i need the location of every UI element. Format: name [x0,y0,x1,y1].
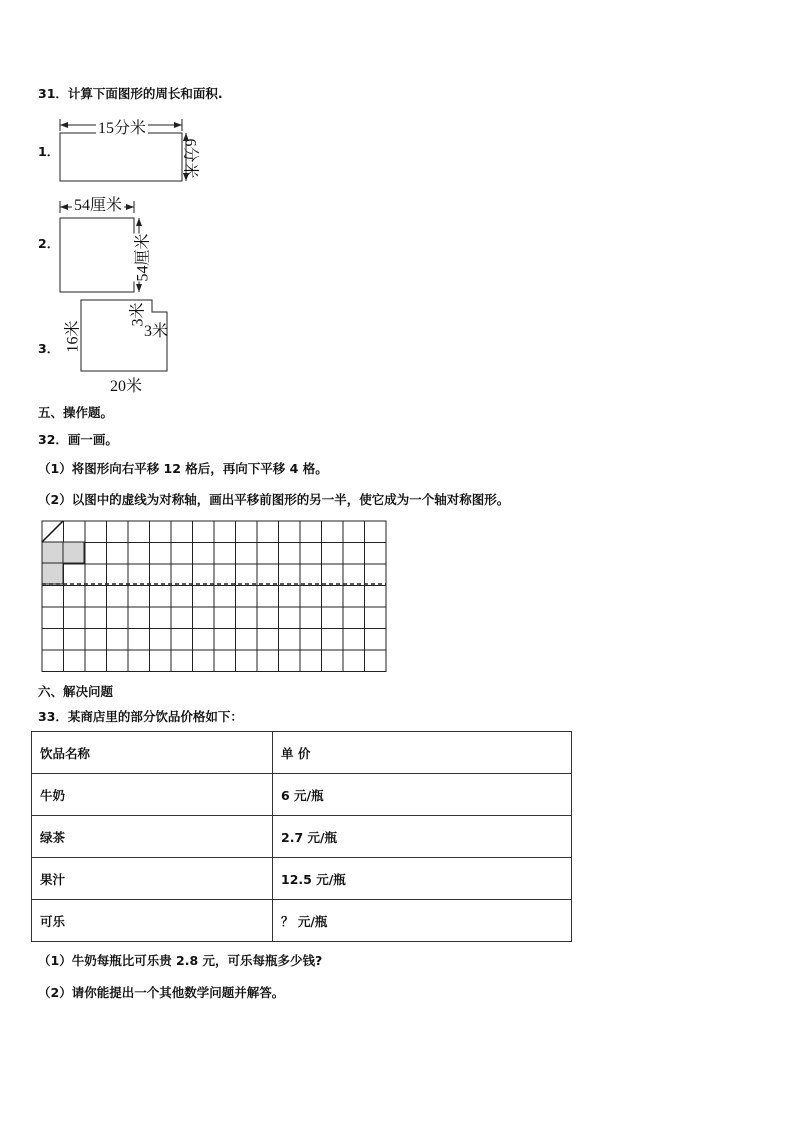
grid-cell [85,607,107,629]
grid-cell [257,521,279,543]
grid-cell [85,564,107,586]
grid-cell [365,543,387,565]
grid-cell [257,543,279,565]
grid-cell [42,586,64,608]
q31-title: 31．计算下面图形的周长和面积. [38,86,223,101]
grid-cell [64,607,86,629]
table-row [32,858,572,900]
fig2-width-label: 54厘米 [72,192,124,215]
grid-cell [236,586,258,608]
grid-cell [128,586,150,608]
drink-price: 12.5 元/瓶 [273,858,572,900]
grid-cell [107,607,129,629]
grid-cell [257,607,279,629]
grid-cell [214,586,236,608]
header-drink-name: 饮品名称 [32,732,273,774]
grid-cell [128,543,150,565]
grid-cells [42,521,386,672]
grid-cell [171,607,193,629]
grid-cell [300,586,322,608]
grid-cell [257,586,279,608]
fig1-label: 1． [38,144,60,159]
grid-cell [257,650,279,672]
grid-cell [343,586,365,608]
drink-price: 2.7 元/瓶 [273,816,572,858]
grid-cell [236,564,258,586]
grid-cell [343,650,365,672]
q33-item2: （2）请你能提出一个其他数学问题并解答。 [38,985,285,1000]
grid-cell [257,629,279,651]
grid-cell [279,650,301,672]
grid-cell [365,564,387,586]
grid-cell [107,521,129,543]
grid-cell [343,629,365,651]
grid-cell [236,521,258,543]
grid-cell [257,564,279,586]
grid-cell [365,521,387,543]
grid-cell [171,650,193,672]
grid-cell [279,521,301,543]
shaded-cell-2 [63,542,84,563]
fig3-notch-vertical-label: 3米 [129,302,147,327]
drink-name: 可乐 [32,900,273,942]
fig3-bottom-label: 20米 [110,378,143,395]
grid-cell [343,543,365,565]
grid-cell [64,564,86,586]
grid-cell [322,521,344,543]
grid-cell [150,543,172,565]
grid-cell [322,586,344,608]
grid-cell [128,629,150,651]
grid-cell [193,564,215,586]
grid-cell [322,607,344,629]
grid-cell [107,564,129,586]
price-table [31,731,572,942]
grid-cell [322,629,344,651]
grid-cell [322,543,344,565]
grid-cell [300,629,322,651]
grid-cell [128,564,150,586]
grid-cell [193,650,215,672]
grid-cell [171,629,193,651]
table-row [32,774,572,816]
drink-price: 6 元/瓶 [273,774,572,816]
grid-cell [128,521,150,543]
section6-heading: 六、解决问题 [38,684,114,699]
drink-name: 果汁 [32,858,273,900]
grid-cell [171,543,193,565]
fig3-notch-horizontal-label: 3米 [144,323,169,340]
drink-name: 牛奶 [32,774,273,816]
grid-cell [171,564,193,586]
grid-cell [300,607,322,629]
grid-cell [300,521,322,543]
table-header-row [32,732,572,774]
q33-title: 33．某商店里的部分饮品价格如下： [38,709,243,724]
grid-cell [171,586,193,608]
header-unit-price: 单 价 [273,732,572,774]
grid-cell [279,543,301,565]
grid-cell [300,650,322,672]
grid-cell [64,521,86,543]
grid-cell [42,607,64,629]
fig1-width-label: 15分米 [96,115,148,138]
grid-cell [193,521,215,543]
grid-cell [85,543,107,565]
grid-cell [128,607,150,629]
section5-heading: 五、操作题。 [38,405,114,420]
grid-cell [150,629,172,651]
grid-cell [214,629,236,651]
grid-cell [64,586,86,608]
shaded-cell-1 [42,542,63,563]
grid-cell [300,543,322,565]
shape-diagonal [42,521,63,542]
grid-cell [107,650,129,672]
grid-cell [64,629,86,651]
grid-cell [279,629,301,651]
grid-cell [214,564,236,586]
grid-cell [193,543,215,565]
grid-cell [193,629,215,651]
grid-cell [150,586,172,608]
shaded-cell-3 [42,563,63,584]
grid-cell [193,586,215,608]
grid-cell [279,564,301,586]
fig2-height-label: 54厘米 [130,233,153,281]
fig3-height-label: 16米 [64,320,82,353]
grid-cell [85,650,107,672]
grid-cell [279,586,301,608]
grid-cell [236,607,258,629]
grid-cell [42,629,64,651]
q32-title: 32．画一画。 [38,432,118,447]
grid-cell [236,650,258,672]
table-row [32,816,572,858]
q33-item1: （1）牛奶每瓶比可乐贵 2.8 元，可乐每瓶多少钱? [38,953,323,968]
grid-cell [42,650,64,672]
grid-cell [128,650,150,672]
grid-cell [214,543,236,565]
q32-item1: （1）将图形向右平移 12 格后，再向下平移 4 格。 [38,461,328,476]
grid-cell [85,586,107,608]
grid-cell [365,607,387,629]
grid-cell [171,521,193,543]
grid-cell [214,650,236,672]
grid-cell [300,564,322,586]
grid-cell [85,521,107,543]
table-row [32,900,572,942]
fig1-height-label: 6分米 [181,138,199,179]
grid-cell [236,543,258,565]
grid-cell [279,607,301,629]
grid-cell [365,629,387,651]
grid-cell [365,586,387,608]
grid-cell [150,564,172,586]
grid-cell [107,586,129,608]
grid-cell [236,629,258,651]
fig2-label: 2． [38,236,60,251]
q32-item2: （2）以图中的虚线为对称轴，画出平移前图形的另一半，使它成为一个轴对称图形。 [38,492,510,507]
grid-cell [64,650,86,672]
grid-cell [343,521,365,543]
grid-cell [365,650,387,672]
grid-cell [150,650,172,672]
fig3-label: 3． [38,341,60,356]
drink-name: 绿茶 [32,816,273,858]
grid-cell [214,607,236,629]
grid-cell [150,521,172,543]
grid-cell [214,521,236,543]
grid-cell [150,607,172,629]
grid-cell [85,629,107,651]
grid-cell [322,650,344,672]
grid-cell [107,629,129,651]
drink-price: ？ 元/瓶 [273,900,572,942]
grid-cell [193,607,215,629]
grid-cell [107,543,129,565]
grid-cell [343,607,365,629]
grid-cell [322,564,344,586]
grid-cell [343,564,365,586]
